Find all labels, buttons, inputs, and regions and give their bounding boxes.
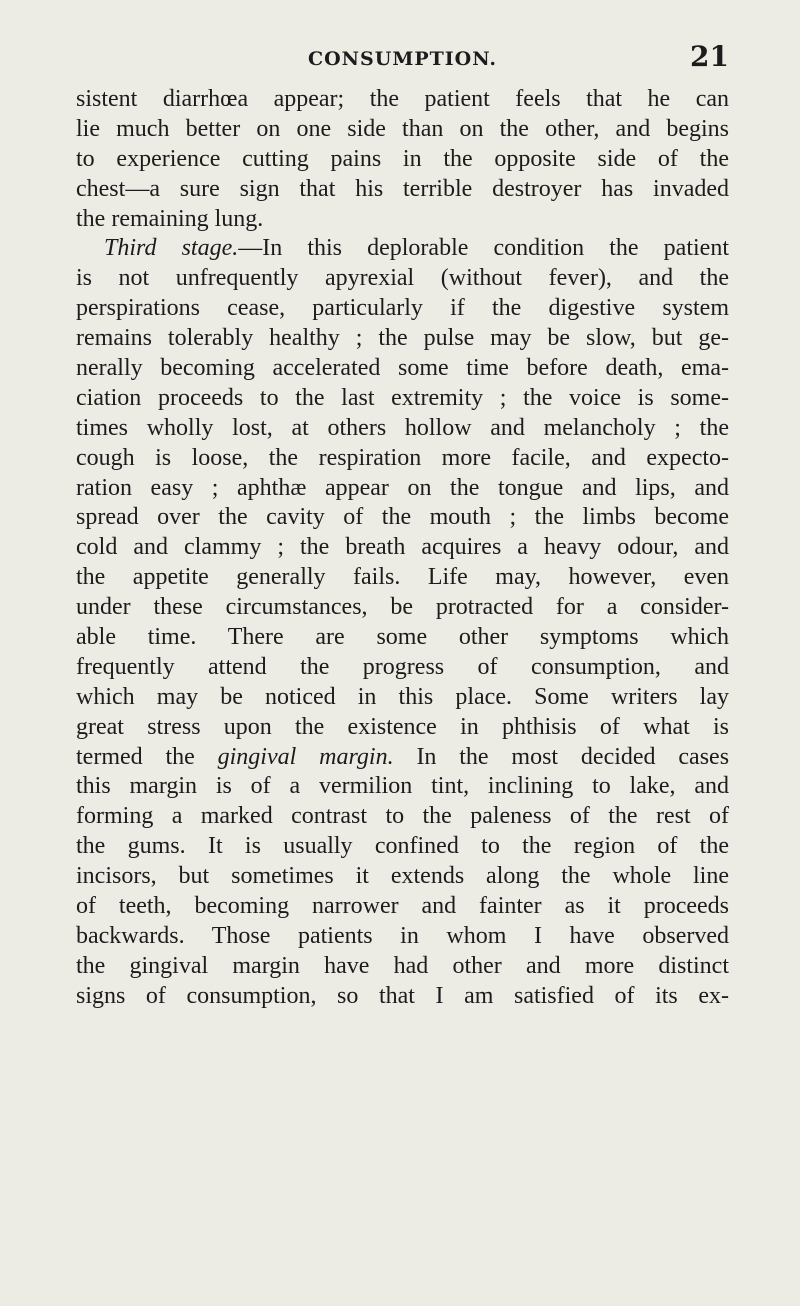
page-number: 21 — [690, 40, 729, 73]
text-line: perspirations cease, particularly if the digestive system — [76, 295, 729, 322]
text-line: to experience cutting pains in the opposite side of the — [76, 145, 729, 172]
text-line: ciation proceeds to the last extremity ; the voice is some- — [76, 384, 729, 411]
running-title: CONSUMPTION. — [308, 48, 497, 70]
text-line: sistent diarrhœa appear; the patient feels that he can — [76, 86, 729, 112]
text-line: backwards. Those patients in whom I have observed — [76, 922, 729, 949]
section-heading: Third stage. — [104, 235, 239, 262]
text-line: the appetite generally fails. Life may, however, even — [76, 564, 729, 591]
text-line: chest—a sure sign that his terrible destroyer has invaded — [76, 175, 729, 202]
text-line: ration easy ; aphthæ appear on the tongue and lips, and — [76, 474, 729, 501]
text-line: great stress upon the existence in phthisis of what is — [76, 713, 729, 740]
text-span: termed the — [76, 743, 195, 770]
text-line: frequently attend the progress of consumption, and — [76, 653, 729, 680]
text-line: times wholly lost, at others hollow and melancholy ; the — [76, 414, 729, 441]
text-line — [76, 743, 729, 773]
text-line — [76, 234, 729, 264]
text-line: is not unfrequently apyrexial (without fever), and the — [76, 265, 729, 292]
text-line: able time. There are some other symptoms which — [76, 624, 729, 651]
text-line: forming a marked contrast to the paleness of the rest of — [76, 803, 729, 830]
text-line: remains tolerably healthy ; the pulse may be slow, but ge- — [76, 325, 729, 352]
body-text — [76, 85, 729, 1012]
emphasized-term: gingival margin. — [217, 743, 394, 770]
text-line: the gums. It is usually confined to the region of the — [76, 833, 729, 860]
text-line: lie much better on one side than on the other, and begins — [76, 115, 729, 142]
text-line: signs of consumption, so that I am satisfied of its ex- — [76, 982, 729, 1009]
text-line: cough is loose, the respiration more facile, and expecto- — [76, 444, 729, 471]
text-line: the gingival margin have had other and more distinct — [76, 952, 729, 979]
text-line: under these circumstances, be protracted for a consider- — [76, 594, 729, 621]
text-line: the remaining lung. — [76, 205, 264, 232]
text-line: nerally becoming accelerated some time before death, ema- — [76, 355, 729, 382]
running-head — [76, 40, 729, 80]
text-span: —In this deplorable condition the patient — [238, 235, 729, 262]
text-line: cold and clammy ; the breath acquires a heavy odour, and — [76, 534, 729, 561]
text-span: In the most decided cases — [416, 743, 730, 770]
text-line: spread over the cavity of the mouth ; the limbs become — [76, 504, 729, 531]
text-line: which may be noticed in this place. Some writers lay — [76, 683, 729, 710]
text-line: incisors, but sometimes it extends along the whole line — [76, 863, 729, 890]
text-line: this margin is of a vermilion tint, inclining to lake, and — [76, 773, 729, 800]
text-line: of teeth, becoming narrower and fainter as it proceeds — [76, 893, 729, 920]
